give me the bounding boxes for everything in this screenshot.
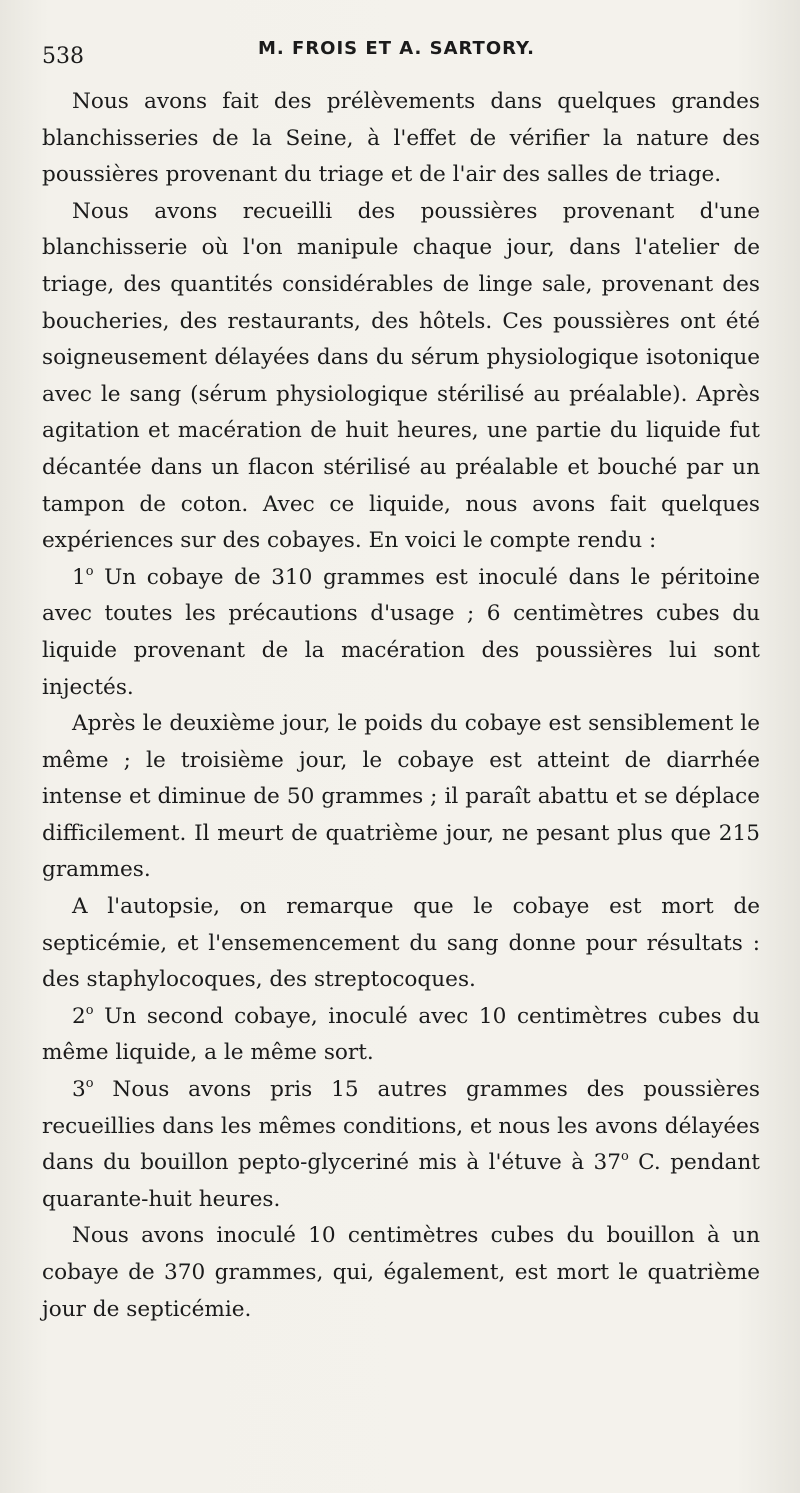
running-head: M. FROIS ET A. SARTORY. <box>258 38 535 59</box>
paragraph: Nous avons inoculé 10 centimètres cubes du bouillon à un cobaye de 370 grammes, qui, également, est mort le quatrième jour de septicémie. <box>42 1223 760 1322</box>
page-header <box>42 34 760 78</box>
paragraph: 3$^o$ Nous avons pris 15 autres grammes des poussières recueillies dans les mêmes conditions, et nous les avons délayées dans du bouillon pepto-glyceriné mis à l'étuve à 37$^o$ C. pendant quarante-huit heures. <box>42 1075 760 1212</box>
paragraph: 2$^o$ Un second cobaye, inoculé avec 10 centimètres cubes du même liquide, a le même sort. <box>42 1002 760 1066</box>
page-number: 538 <box>42 44 84 69</box>
paragraph: Nous avons recueilli des poussières provenant d'une blanchisserie où l'on manipule chaque jour, dans l'atelier de triage, des quantités considérables de linge sale, provenant des boucheries, des restaurants, des hôtels. Ces poussières ont été soigneusement délayées dans du sérum physiologique isotonique avec le sang (sérum physiologique stérilisé au préalable). Après agitation et macération de huit heures, une partie du liquide fut décantée dans un flacon stérilisé au préalable et bouché par un tampon de coton. Avec ce liquide, nous avons fait quelques expériences sur des cobayes. En voici le compte rendu : <box>42 198 760 554</box>
paragraph: Nous avons fait des prélèvements dans quelques grandes blanchisseries de la Seine, à l'effet de vérifier la nature des poussières provenant du triage et de l'air des salles de triage. <box>42 89 760 188</box>
paragraph: Après le deuxième jour, le poids du cobaye est sensiblement le même ; le troisième jour, le cobaye est atteint de diarrhée intense et diminue de 50 grammes ; il paraît abattu et se déplace difficilement. Il meurt de quatrième jour, ne pesant plus que 215 grammes. <box>42 711 760 883</box>
paragraph: 1$^o$ Un cobaye de 310 grammes est inoculé dans le péritoine avec toutes les précautions d'usage ; 6 centimètres cubes du liquide provenant de la macération des poussières lui sont injectés. <box>42 563 760 700</box>
body-text <box>42 84 760 1328</box>
paragraph: A l'autopsie, on remarque que le cobaye est mort de septicémie, et l'ensemencement du sang donne pour résultats : des staphylocoques, des streptocoques. <box>42 894 760 993</box>
